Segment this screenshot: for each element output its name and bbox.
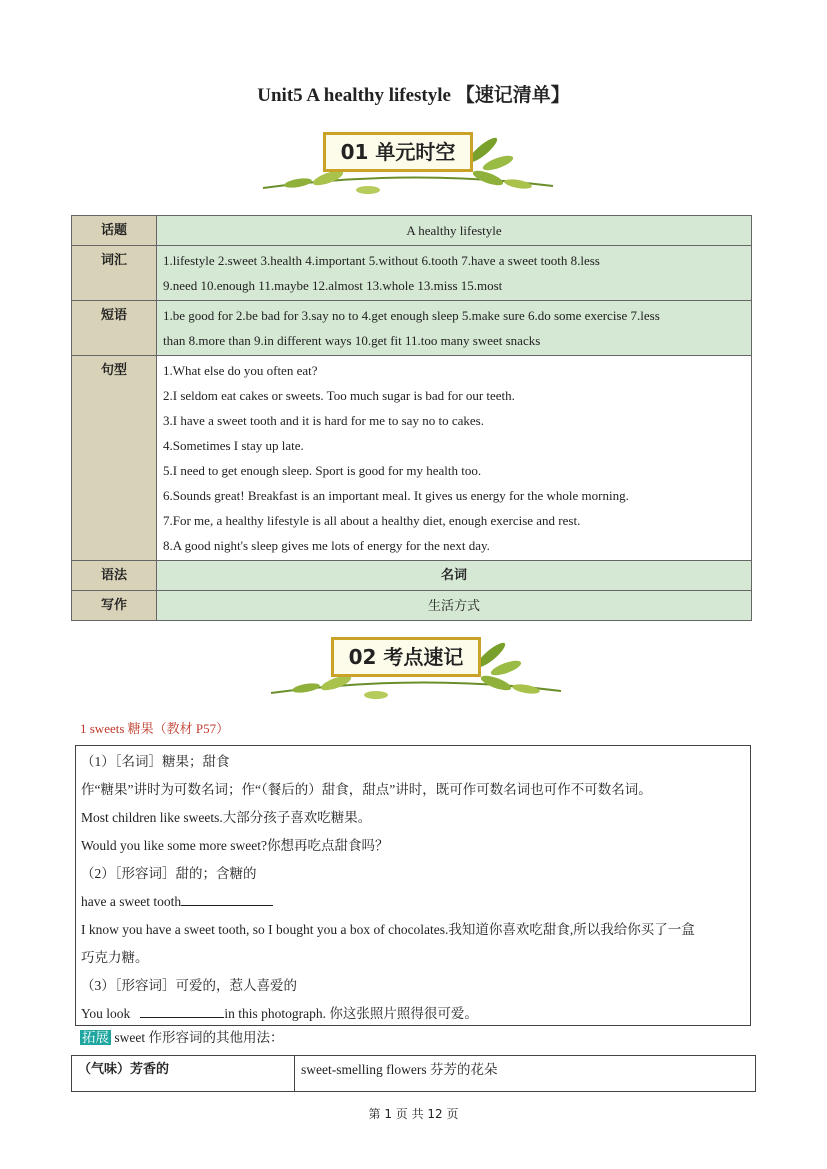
phrase-text: in this photograph. 你这张照片照得很可爱。 [224, 1006, 478, 1021]
text-line: （2）［形容词］甜的；含糖的 [81, 866, 257, 881]
table-cell: sweet-smelling flowers 芬芳的花朵 [295, 1056, 756, 1092]
page-title: Unit5 A healthy lifestyle 【速记清单】 [257, 85, 570, 106]
text-line: 1.What else do you often eat? [163, 363, 318, 378]
notes-box [75, 745, 751, 1026]
table-row [72, 246, 752, 301]
row-value: 生活方式 [157, 591, 752, 621]
row-value [157, 301, 752, 356]
text-line: （3）［形容词］可爱的，惹人喜爱的 [81, 978, 297, 993]
row-value: A healthy lifestyle [157, 216, 752, 246]
text-line: 2.I seldom eat cakes or sweets. Too much sugar is bad for our teeth. [163, 388, 515, 403]
row-label: 写作 [72, 591, 157, 621]
section-banner-2 [266, 633, 566, 705]
row-label: 话题 [72, 216, 157, 246]
row-value [157, 356, 752, 561]
overview-table [71, 215, 752, 621]
extension-table [71, 1055, 756, 1092]
table-row [72, 591, 752, 621]
table-row [72, 216, 752, 246]
text-line: 5.I need to get enough sleep. Sport is good for my health too. [163, 463, 482, 478]
text-line: Most children like sweets.大部分孩子喜欢吃糖果。 [81, 810, 372, 825]
banner-label: 02 考点速记 [331, 637, 481, 677]
text-line: 1.be good for 2.be bad for 3.say no to 4.get enough sleep 5.make sure 6.do some exercise 7.less [163, 308, 660, 323]
table-row [72, 1056, 756, 1092]
text-line: than 8.more than 9.in different ways 10.get fit 11.too many sweet snacks [163, 333, 541, 348]
extension-text: sweet 作形容词的其他用法： [111, 1030, 284, 1045]
row-label: 短语 [72, 301, 157, 356]
text-line [81, 1000, 745, 1028]
extension-note [80, 1026, 284, 1046]
banner-label: 01 单元时空 [323, 132, 473, 172]
text-line: 巧克力糖。 [81, 950, 149, 965]
extension-tag: 拓展 [82, 1030, 109, 1045]
row-value [157, 246, 752, 301]
text-line: 4.Sometimes I stay up late. [163, 438, 304, 453]
table-cell: （气味）芳香的 [72, 1056, 295, 1092]
row-label: 词汇 [72, 246, 157, 301]
page-footer: 第 1 页 共 12 页 [368, 1107, 459, 1121]
text-line: I know you have a sweet tooth, so I bought you a box of chocolates.我知道你喜欢吃甜食,所以我给你买了一盒 [81, 922, 695, 937]
text-line: 6.Sounds great! Breakfast is an important meal. It gives us energy for the whole morning. [163, 488, 629, 503]
text-line: 1.lifestyle 2.sweet 3.health 4.important 5.without 6.tooth 7.have a sweet tooth 8.less [163, 253, 600, 268]
table-row [72, 561, 752, 591]
text-line: （1）［名词］糖果；甜食 [81, 754, 230, 769]
text-line: 7.For me, a healthy lifestyle is all about a healthy diet, enough exercise and rest. [163, 513, 581, 528]
text-line [81, 888, 745, 916]
text-line: 作“糖果”讲时为可数名词；作“（餐后的）甜食，甜点”讲时，既可作可数名词也可作不可数名词。 [81, 782, 652, 797]
text-line: 8.A good night's sleep gives me lots of energy for the next day. [163, 538, 490, 553]
fill-blank[interactable] [181, 891, 273, 906]
section-heading: 1 sweets 糖果（教材 P57） [80, 721, 230, 736]
table-row [72, 301, 752, 356]
row-value: 名词 [157, 561, 752, 591]
text-line: 3.I have a sweet tooth and it is hard for me to say no to cakes. [163, 413, 484, 428]
fill-blank[interactable] [140, 1003, 224, 1018]
text-line: Would you like some more sweet?你想再吃点甜食吗？ [81, 838, 389, 853]
row-label: 句型 [72, 356, 157, 561]
table-row [72, 356, 752, 561]
phrase-text: have a sweet tooth [81, 894, 182, 909]
phrase-text: You look [81, 1006, 131, 1021]
text-line: 9.need 10.enough 11.maybe 12.almost 13.whole 13.miss 15.most [163, 278, 503, 293]
row-label: 语法 [72, 561, 157, 591]
section-banner-1 [258, 128, 558, 200]
